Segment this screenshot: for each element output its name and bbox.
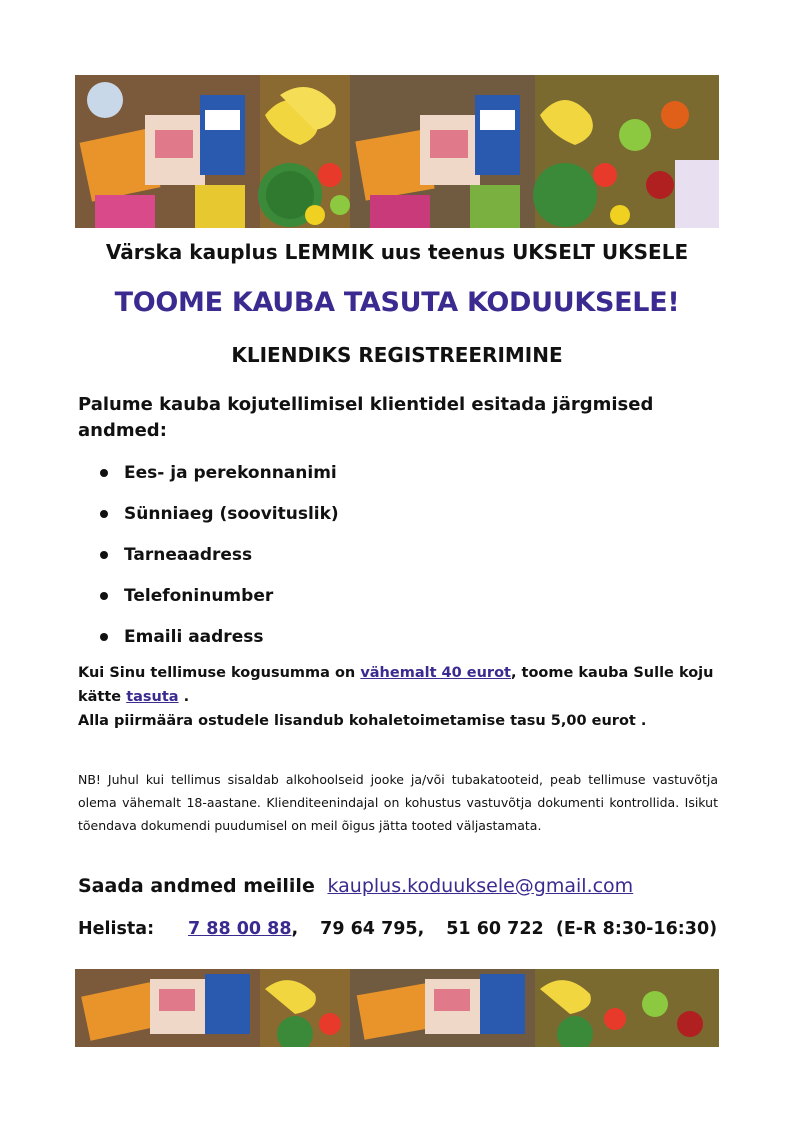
email-link[interactable]: kauplus.koduuksele@gmail.com: [327, 875, 634, 897]
list-item: [100, 460, 339, 501]
opening-hours: (E-R 8:30-16:30): [555, 919, 718, 939]
free-delivery-heading: TOOME KAUBA TASUTA KODUUKSELE!: [114, 287, 680, 318]
conditions-part1: Kui Sinu tellimuse kogusumma on: [78, 665, 361, 681]
requirement-birthdate: Sünniaeg (soovituslik): [124, 504, 339, 524]
email-contact: [78, 872, 738, 900]
grocery-banner-top: [75, 75, 719, 228]
phone-label: Helista:: [78, 919, 155, 939]
delivery-conditions: [78, 661, 738, 733]
list-item: [100, 624, 339, 665]
delivery-fee-text: Alla piirmäära ostudele lisandub kohaletoimetamise tasu 5,00 eurot .: [78, 713, 647, 729]
grocery-collage-image: [75, 75, 719, 228]
list-item: [100, 542, 339, 583]
intro-text: Palume kauba kojutellimisel klientidel esitada järgmised andmed:: [78, 394, 654, 441]
store-service-heading: Värska kauplus LEMMIK uus teenus UKSELT UKSELE: [105, 240, 689, 264]
grocery-banner-bottom: [75, 969, 719, 1047]
requirement-email: Emaili aadress: [124, 627, 264, 647]
list-item: [100, 583, 339, 624]
bullet-icon: [100, 551, 108, 559]
free-link[interactable]: tasuta: [126, 689, 179, 705]
registration-heading: KLIENDIKS REGISTREERIMINE: [231, 343, 563, 367]
bullet-icon: [100, 633, 108, 641]
phone-3: 51 60 722: [446, 919, 544, 939]
grocery-collage-image: [75, 969, 719, 1047]
requirements-list: [100, 460, 339, 665]
comma: ,: [291, 919, 299, 939]
min-amount-link[interactable]: vähemalt 40 eurot: [360, 665, 511, 681]
age-notice: NB! Juhul kui tellimus sisaldab alkohoolseid jooke ja/või tubakatooteid, peab tellimuse vastuvõtja olema vähemalt 18-aastane. Klienditeenindajal on kohustus vastuvõtja dokumenti kontrollida. Isikut tõendava dokumendi puudumisel on meil õigus jätta tooted väljastamata.: [78, 772, 718, 833]
bullet-icon: [100, 592, 108, 600]
phone-1-link[interactable]: 7 88 00 88: [188, 919, 292, 939]
conditions-part3: .: [178, 689, 190, 705]
phone-2: 79 64 795,: [320, 919, 425, 939]
requirement-name: Ees- ja perekonnanimi: [124, 463, 337, 483]
list-item: [100, 501, 339, 542]
requirement-address: Tarneaadress: [124, 545, 253, 565]
phone-contact: [78, 915, 738, 943]
conditions-part2: , toome kauba Sulle koju kätte: [78, 665, 714, 705]
requirement-phone: Telefoninumber: [124, 586, 274, 606]
email-label: Saada andmed meilile: [78, 875, 315, 897]
bullet-icon: [100, 510, 108, 518]
bullet-icon: [100, 469, 108, 477]
